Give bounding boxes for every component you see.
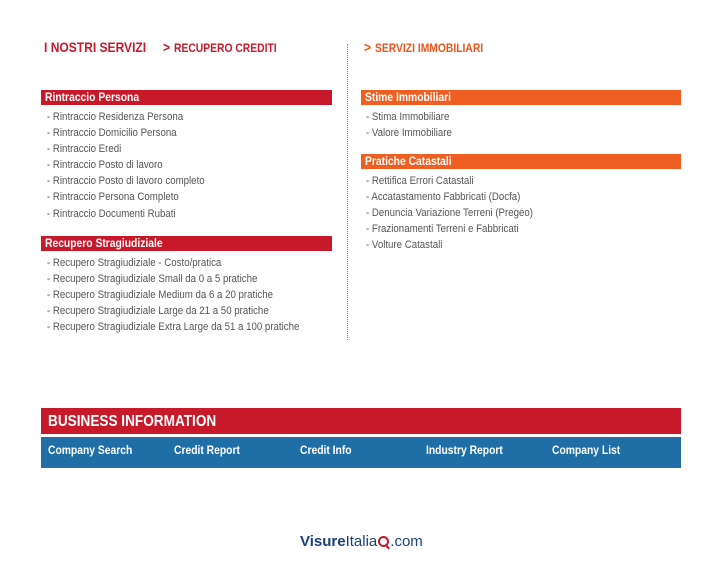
nav-industry-report-label: Industry Report <box>426 443 503 457</box>
list-item <box>366 125 464 141</box>
nav-company-search-label: Company Search <box>48 443 133 457</box>
left-heading <box>44 39 163 57</box>
left-arrow: > <box>163 39 171 55</box>
right-heading <box>364 39 500 57</box>
business-information-header <box>41 408 681 434</box>
nav-credit-info[interactable] <box>300 437 360 463</box>
list-item-label: - Frazionamenti Terreni e Fabbricati <box>366 223 519 236</box>
list-item-label: - Recupero Stragiudiziale Large da 21 a 50 pratiche <box>47 305 269 318</box>
left-subtitle: RECUPERO CREDITI <box>173 41 277 55</box>
list-item <box>47 157 226 173</box>
list-item-label: - Valore Immobiliare <box>366 127 452 140</box>
nav-company-search[interactable] <box>48 437 146 463</box>
list-item <box>366 173 556 189</box>
list-item-label: - Accatastamento Fabbricati (Docfa) <box>366 191 521 204</box>
logo-part-italia: Italia <box>345 533 378 550</box>
list-item <box>47 125 226 141</box>
left-title: I NOSTRI SERVIZI <box>44 39 147 55</box>
list-item-label: - Rintraccio Eredi <box>47 143 122 156</box>
nav-company-list[interactable] <box>552 437 631 463</box>
list-item <box>47 206 226 222</box>
list-item <box>47 303 334 319</box>
list-item-label: - Recupero Stragiudiziale - Costo/pratica <box>47 257 222 269</box>
list-item <box>47 287 334 303</box>
stime-immobiliari-header <box>361 90 681 105</box>
business-information-title: BUSINESS INFORMATION <box>48 413 217 430</box>
list-item-label: - Recupero Stragiudiziale Small da 0 a 5 pratiche <box>47 273 258 286</box>
recupero-stragiudiziale-header <box>41 236 332 251</box>
magnifier-icon <box>378 536 389 547</box>
logo-part-visure: Visure <box>300 533 346 550</box>
left-subheading <box>163 39 293 57</box>
list-item-label: - Recupero Stragiudiziale Medium da 6 a 20 pratiche <box>47 289 273 302</box>
right-title: SERVIZI IMMOBILIARI <box>374 41 483 55</box>
list-item-label: - Rettifica Errori Catastali <box>366 175 474 187</box>
pratiche-catastali-header <box>361 154 681 169</box>
nav-credit-report[interactable] <box>174 437 251 463</box>
stime-immobiliari-header-label: Stime Immobiliari <box>365 90 452 104</box>
list-item <box>47 189 226 205</box>
list-item <box>47 141 226 157</box>
nav-industry-report[interactable] <box>426 437 515 463</box>
list-item <box>47 319 334 335</box>
list-item <box>47 271 334 287</box>
list-item <box>366 109 464 125</box>
pratiche-catastali-list <box>366 173 556 253</box>
logo-part-com: .com <box>390 533 423 550</box>
list-item <box>366 237 556 253</box>
list-item <box>366 189 556 205</box>
recupero-stragiudiziale-header-label: Recupero Stragiudiziale <box>45 236 163 250</box>
list-item-label: - Recupero Stragiudiziale Extra Large da 51 a 100 pratiche <box>47 321 300 334</box>
stime-immobiliari-list <box>366 109 464 141</box>
rintraccio-persona-header <box>41 90 332 105</box>
list-item-label: - Rintraccio Domicilio Persona <box>47 127 177 140</box>
list-item-label: - Rintraccio Posto di lavoro completo <box>47 175 205 188</box>
rintraccio-persona-list <box>47 109 226 222</box>
right-arrow: > <box>364 39 372 55</box>
nav-company-list-label: Company List <box>552 443 621 457</box>
list-item <box>47 255 334 271</box>
list-item-label: - Stima Immobiliare <box>366 111 450 123</box>
rintraccio-persona-header-label: Rintraccio Persona <box>45 90 140 104</box>
pratiche-catastali-header-label: Pratiche Catastali <box>365 154 452 168</box>
list-item <box>47 109 226 125</box>
list-item-label: - Rintraccio Persona Completo <box>47 191 179 204</box>
list-item-label: - Rintraccio Residenza Persona <box>47 111 184 123</box>
visureitalia-logo[interactable] <box>300 532 423 552</box>
column-divider <box>347 44 348 340</box>
list-item <box>366 205 556 221</box>
list-item-label: - Rintraccio Posto di lavoro <box>47 159 163 172</box>
list-item-label: - Rintraccio Documenti Rubati <box>47 207 176 220</box>
list-item-label: - Denuncia Variazione Terreni (Pregeo) <box>366 207 533 220</box>
list-item <box>366 221 556 237</box>
list-item-label: - Volture Catastali <box>366 239 443 252</box>
list-item <box>47 173 226 189</box>
recupero-stragiudiziale-list <box>47 255 334 335</box>
nav-credit-report-label: Credit Report <box>174 443 240 457</box>
nav-credit-info-label: Credit Info <box>300 443 352 457</box>
